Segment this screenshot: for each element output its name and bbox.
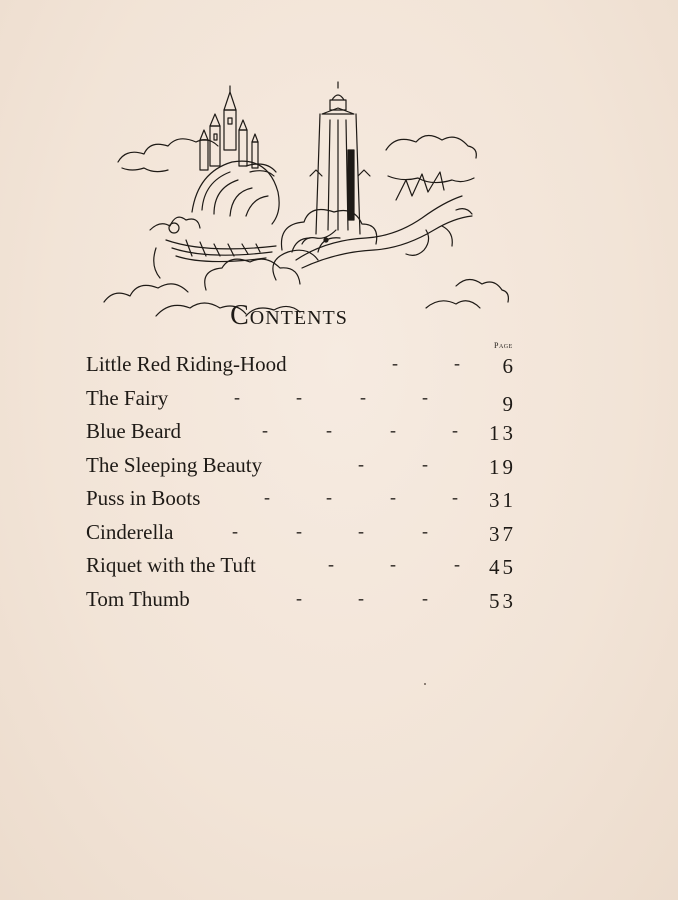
toc-entry-page: 19 (489, 454, 516, 479)
leader-dash: - (454, 353, 460, 373)
toc-entry[interactable] (86, 553, 526, 587)
leader-dash: - (452, 487, 458, 507)
leader-dash: - (422, 587, 428, 608)
toc-entry-title: Riquet with the Tuft (86, 553, 256, 577)
toc-entry-page: 45 (489, 555, 516, 579)
toc-entry[interactable] (86, 520, 526, 554)
toc-entry-page: 53 (489, 588, 516, 613)
leader-dash: - (392, 353, 398, 373)
leader-dash: - (358, 587, 364, 608)
leader-dash: - (358, 520, 364, 541)
leader-dash: - (296, 386, 302, 407)
toc-entry-title: Blue Beard (86, 419, 182, 443)
leader-dash: - (296, 520, 302, 541)
toc-entry-page: 31 (489, 488, 516, 512)
page-column-label: Page (494, 341, 513, 350)
contents-heading: Contents (230, 300, 348, 331)
leader-dash: - (264, 487, 270, 507)
leader-dash: - (422, 520, 428, 541)
toc-entry[interactable] (86, 587, 526, 621)
scaled-creature (150, 217, 276, 278)
toc-entry-page: 9 (502, 391, 516, 416)
toc-entry-title: Tom Thumb (86, 586, 190, 611)
toc-entry[interactable] (86, 352, 526, 386)
toc-entry-title: The Sleeping Beauty (86, 452, 263, 477)
toc-entry[interactable] (86, 486, 526, 520)
castles-on-clouds-illustration (96, 80, 516, 320)
toc-entry[interactable] (86, 453, 526, 487)
leader-dash: - (360, 386, 366, 407)
leader-dash: - (232, 520, 238, 541)
leader-dash: - (326, 487, 332, 507)
left-castle (200, 86, 258, 170)
leader-dash: - (390, 420, 396, 440)
toc-entry-title: Cinderella (86, 519, 174, 544)
leader-dash: - (358, 453, 364, 474)
leader-dash: - (234, 386, 240, 407)
leader-dash: - (452, 420, 458, 440)
leader-dash: - (390, 554, 396, 574)
toc-entry[interactable] (86, 419, 526, 453)
toc-entry-page: 13 (489, 421, 516, 445)
toc-entry-page: 37 (489, 521, 516, 546)
leader-dash: - (262, 420, 268, 440)
leader-dash: - (422, 453, 428, 474)
toc-entry-title: Little Red Riding-Hood (86, 352, 287, 376)
leader-dash: - (326, 420, 332, 440)
dragon (296, 172, 472, 268)
toc-entry-page: 6 (502, 354, 516, 378)
leader-dash: - (390, 487, 396, 507)
toc-entry-title: The Fairy (86, 385, 169, 410)
toc-entry-title: Puss in Boots (86, 486, 201, 510)
leader-dash: - (422, 386, 428, 407)
leader-dash: - (454, 554, 460, 574)
leader-dash: - (296, 587, 302, 608)
ink-speck (424, 683, 426, 685)
leader-dash: - (328, 554, 334, 574)
toc-entry[interactable] (86, 386, 526, 420)
table-of-contents (86, 352, 526, 620)
